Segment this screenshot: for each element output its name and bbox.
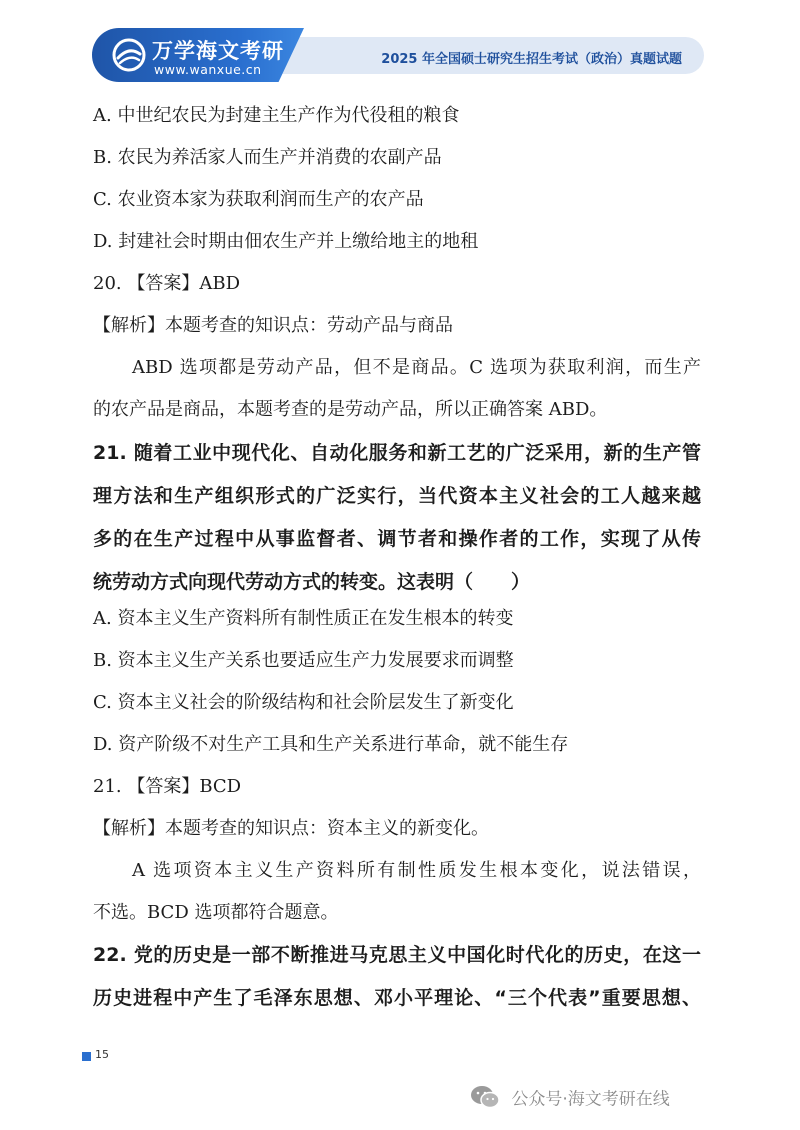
q21-explanation-line-1: A 选项资本主义生产资料所有制性质发生根本变化，说法错误， (132, 860, 701, 881)
brand-name: 万学海文考研 (152, 39, 284, 63)
q20-explanation-line-1: ABD 选项都是劳动产品，但不是商品。C 选项为获取利润，而生产 (132, 357, 701, 378)
q20-analysis-point: 【解析】本题考查的知识点：劳动产品与商品 (93, 315, 453, 336)
brand-url: www.wanxue.cn (154, 62, 262, 77)
q20-option-b: B. 农民为养活家人而生产并消费的农副产品 (93, 147, 442, 168)
q22-stem-line-2: 历史进程中产生了毛泽东思想、邓小平理论、“三个代表”重要思想、 (93, 987, 701, 1009)
q20-option-c: C. 农业资本家为获取利润而生产的农产品 (93, 189, 424, 210)
wechat-icon (470, 1084, 500, 1110)
q21-option-c: C. 资本主义社会的阶级结构和社会阶层发生了新变化 (93, 692, 514, 713)
watermark-text: 公众号·海文考研在线 (511, 1089, 670, 1110)
exam-title: 2025 年全国硕士研究生招生考试（政治）真题试题 (381, 52, 682, 67)
q21-stem-line-4: 统劳动方式向现代劳动方式的转变。这表明（ ） (93, 571, 531, 593)
q20-answer: 20. 【答案】ABD (93, 273, 241, 294)
q21-stem-line-2: 理方法和生产组织形式的广泛实行，当代资本主义社会的工人越来越 (93, 485, 701, 507)
page-number: 15 (95, 1048, 109, 1061)
q21-analysis-point: 【解析】本题考查的知识点：资本主义的新变化。 (93, 818, 489, 839)
wechat-watermark (470, 1084, 670, 1114)
q21-option-b: B. 资本主义生产关系也要适应生产力发展要求而调整 (93, 650, 514, 671)
page-marker-icon (82, 1052, 91, 1061)
q21-option-d: D. 资产阶级不对生产工具和生产关系进行革命，就不能生存 (93, 734, 569, 755)
q21-stem-line-3: 多的在生产过程中从事监督者、调节者和操作者的工作，实现了从传 (93, 528, 701, 550)
q20-option-a: A. 中世纪农民为封建主生产作为代役租的粮食 (93, 105, 460, 126)
q20-option-d: D. 封建社会时期由佃农生产并上缴给地主的地租 (93, 231, 479, 252)
q20-explanation-line-2: 的农产品是商品，本题考查的是劳动产品，所以正确答案 ABD。 (93, 399, 608, 420)
q22-stem-line-1: 22. 党的历史是一部不断推进马克思主义中国化时代化的历史，在这一 (93, 944, 701, 966)
q21-answer: 21. 【答案】BCD (93, 776, 242, 797)
wanxue-logo-icon (112, 38, 146, 72)
header-banner (92, 26, 704, 84)
q21-option-a: A. 资本主义生产资料所有制性质正在发生根本的转变 (93, 608, 514, 629)
q21-stem-line-1: 21. 随着工业中现代化、自动化服务和新工艺的广泛采用，新的生产管 (93, 442, 701, 464)
q21-explanation-line-2: 不选。BCD 选项都符合题意。 (93, 902, 339, 923)
